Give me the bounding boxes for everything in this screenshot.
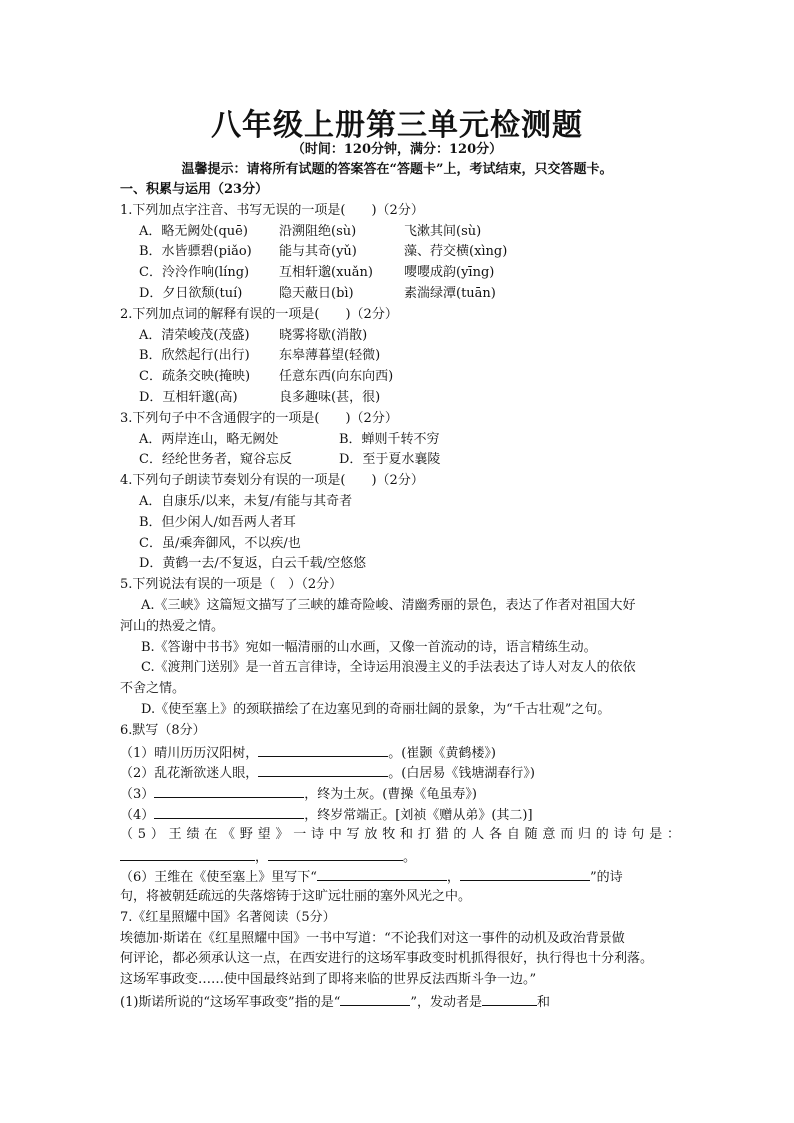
- item-text: 和: [537, 995, 551, 1011]
- question-4-option-c: C．虽/乘奔御风，不以疾/也: [139, 535, 301, 551]
- item-text: ”，发动者是: [410, 995, 483, 1011]
- question-5-stem: 5.下列说法有误的一项是（ ）（2分）: [120, 577, 343, 593]
- option-part: A．清荣峻茂(茂盛): [139, 327, 250, 343]
- question-2-option-b: [120, 346, 680, 367]
- question-6-item-5-blanks: [120, 846, 680, 867]
- option-part: 东皋薄暮望(轻微): [279, 348, 381, 364]
- question-7-passage-line: 埃德加·斯诺在《红星照耀中国》一书中写道：“不论我们对这一事件的动机及政治背景做: [120, 930, 625, 946]
- question-3-options-cd: [120, 450, 680, 471]
- item-text: （3）: [120, 787, 155, 803]
- question-6-item-6: [120, 866, 680, 887]
- answer-blank[interactable]: [258, 742, 388, 757]
- question-6-item-1: [120, 742, 680, 763]
- option-part: B．欣然起行(出行): [139, 348, 250, 364]
- option-part: C．经纶世务者，窥谷忘反: [139, 452, 292, 468]
- option-part: D．互相轩邈(高): [139, 389, 238, 405]
- answer-blank[interactable]: [120, 846, 255, 861]
- question-5-option-c: C.《渡荆门送别》是一首五言律诗，全诗运用浪漫主义的手法表达了诗人对友人的依依: [141, 660, 636, 676]
- option-part: 晓雾将歇(消散): [279, 327, 368, 343]
- item-text: （4）: [120, 807, 155, 823]
- option-part: 隐天蔽日(bì): [279, 285, 354, 301]
- option-part: 嘤嘤成韵(yīng): [404, 265, 495, 281]
- question-2-option-d: [120, 388, 680, 409]
- question-6-item-3: [120, 783, 680, 804]
- option-part: B．水皆骠碧(piǎo): [139, 244, 252, 260]
- option-part: 能与其奇(yǔ): [279, 244, 357, 260]
- item-text: 。(白居易《钱塘湖春行》): [388, 766, 535, 782]
- question-4-stem: 4.下列句子朗读节奏划分有误的一项是( )（2分）: [120, 473, 424, 489]
- question-7-stem: 7.《红星照耀中国》名著阅读（5分）: [120, 909, 336, 925]
- answer-blank[interactable]: [154, 783, 304, 798]
- question-7-passage-line: 这场军事政变……使中国最终站到了即将来临的世界反法西斯斗争一边。”: [120, 972, 537, 988]
- option-part: 素湍绿潭(tuān): [404, 285, 496, 301]
- question-2-option-a: [120, 326, 680, 347]
- question-4-option-a: A．自康乐/以来，未复/有能与其奇者: [139, 493, 353, 509]
- page-title: 八年级上册第三单元检测题: [211, 108, 583, 143]
- question-7-subquestion-1: [120, 991, 680, 1012]
- question-1-stem: 1.下列加点字注音、书写无误的一项是( )（2分）: [120, 202, 424, 218]
- option-part: A．两岸连山，略无阙处: [139, 431, 279, 447]
- option-part: C．泠泠作响(líng): [139, 265, 250, 281]
- item-text: （2）乱花渐欲迷人眼，: [120, 766, 259, 782]
- option-part: A．略无阙处(quē): [139, 223, 248, 239]
- option-part: B．蝉则千转不穷: [339, 431, 440, 447]
- answer-blank[interactable]: [317, 866, 447, 881]
- option-part: 飞漱其间(sù): [404, 223, 482, 239]
- option-part: 藻、荇交横(xìng): [404, 244, 508, 260]
- question-5-option-a-cont: 河山的热爱之情。: [120, 618, 225, 634]
- section-heading: 一、积累与运用（23分）: [120, 182, 269, 197]
- question-2-stem: 2.下列加点词的解释有误的一项是( )（2分）: [120, 306, 398, 322]
- question-5-option-b: B.《答谢中书书》宛如一幅清丽的山水画，又像一首流动的诗，语言精练生动。: [141, 639, 597, 655]
- question-5-option-a: A.《三峡》这篇短文描写了三峡的雄奇险峻、清幽秀丽的景色，表达了作者对祖国大好: [141, 597, 636, 613]
- exam-notice: 温馨提示：请将所有试题的答案答在“答题卡”上，考试结束，只交答题卡。: [181, 162, 613, 177]
- item-text: （1）晴川历历汉阳树，: [120, 745, 259, 761]
- item-text: ”的诗: [589, 870, 623, 886]
- item-text: 。: [403, 849, 417, 865]
- option-part: 良多趣味(甚，很): [279, 389, 381, 405]
- option-part: 互相轩邈(xuǎn): [279, 265, 373, 281]
- question-1-option-c: [120, 263, 680, 284]
- item-text: 。(崔颢《黄鹤楼》): [388, 745, 496, 761]
- option-part: 任意东西(向东向西): [279, 369, 394, 385]
- question-2-option-c: [120, 367, 680, 388]
- answer-blank[interactable]: [258, 762, 388, 777]
- question-5-option-d: D.《使至塞上》的颈联描绘了在边塞见到的奇丽壮阔的景象，为“千古壮观”之句。: [141, 701, 611, 717]
- question-6-item-2: [120, 762, 680, 783]
- question-6-item-5: （5）王绩在《野望》一诗中写放牧和打猎的人各自随意而归的诗句是：: [120, 826, 680, 842]
- question-7-passage-line: 何评论，都必须承认这一点，在西安进行的这场军事政变时机抓得很好，执行得也十分利落。: [120, 951, 654, 967]
- option-part: D．至于夏水襄陵: [339, 452, 441, 468]
- answer-blank[interactable]: [482, 991, 537, 1006]
- answer-blank[interactable]: [340, 991, 410, 1006]
- item-text: ，: [255, 849, 269, 865]
- option-part: D．夕日欲颓(tuí): [139, 285, 243, 301]
- answer-blank[interactable]: [154, 804, 304, 819]
- question-5-option-c-cont: 不舍之情。: [120, 681, 186, 697]
- option-part: C．疏条交映(掩映): [139, 369, 251, 385]
- exam-content: [120, 180, 680, 1012]
- item-text: （6）王维在《使至塞上》里写下“: [120, 870, 317, 886]
- option-part: 沿溯阻绝(sù): [279, 223, 357, 239]
- question-6-item-4: [120, 804, 680, 825]
- question-6-item-6-cont: 句，将被朝廷疏远的失落熔铸于这旷远壮丽的塞外风光之中。: [120, 889, 472, 905]
- question-3-stem: 3.下列句子中不含通假字的一项是( )（2分）: [120, 410, 398, 426]
- question-1-option-d: [120, 284, 680, 305]
- question-6-stem: 6.默写（8分）: [120, 722, 206, 738]
- answer-blank[interactable]: [268, 846, 403, 861]
- item-text: ，终为土灰。(曹操《龟虽寿》): [304, 787, 477, 803]
- item-text: ，: [446, 870, 460, 886]
- item-text: (1)斯诺所说的“这场军事政变”指的是“: [120, 995, 341, 1011]
- question-4-option-d: D．黄鹤一去/不复返，白云千载/空悠悠: [139, 556, 367, 572]
- question-1-option-b: [120, 242, 680, 263]
- answer-blank[interactable]: [460, 866, 590, 881]
- question-3-options-ab: [120, 430, 680, 451]
- item-text: ，终岁常端正。[刘祯《赠从弟》(其二)]: [304, 807, 533, 823]
- question-1-option-a: [120, 222, 680, 243]
- exam-time-score: （时间：120分钟，满分：120分）: [291, 142, 503, 157]
- question-4-option-b: B．但少闲人/如吾两人者耳: [139, 514, 296, 530]
